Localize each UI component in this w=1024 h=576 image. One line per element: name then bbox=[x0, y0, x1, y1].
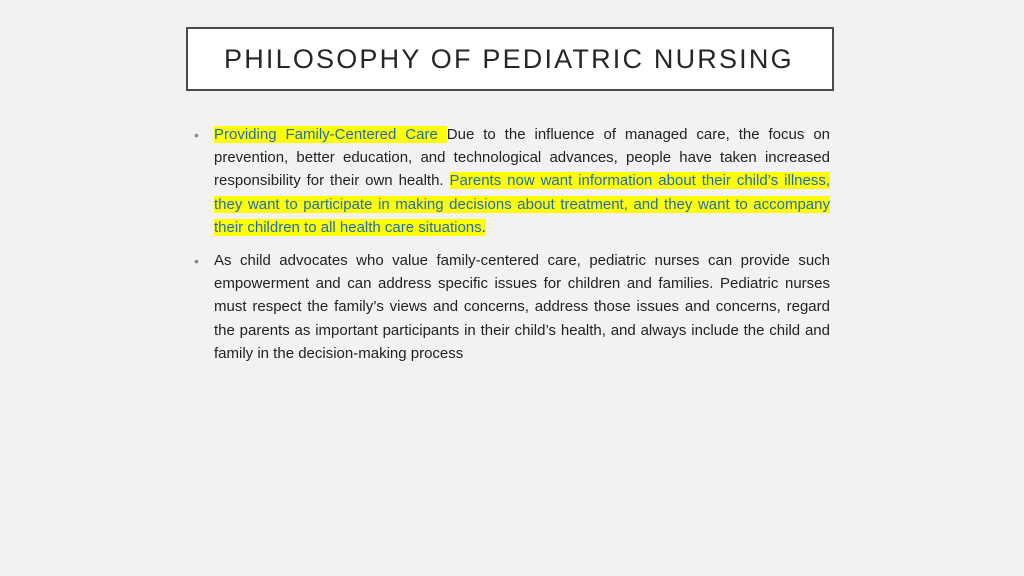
bullet-icon: • bbox=[194, 127, 199, 143]
bullet-paragraph: As child advocates who value family-centered care, pediatric nurses can provide such empowerment and can address specific issues for children and families. Pediatric nurses must respect the family’s views and concerns, address those issues and concerns, regard the parents as important participants in their child’s health, and always include the child and family in the decision-making process bbox=[214, 252, 830, 362]
bullet-paragraph bbox=[214, 123, 830, 239]
bullet-item-family-centered-care bbox=[194, 123, 830, 239]
paragraph-text: Due to the influence of managed care, the focus on prevention, better education, and technological advances, people have taken increased responsibility for their own health. bbox=[214, 126, 830, 190]
bullet-icon: • bbox=[194, 253, 199, 270]
highlighted-heading: Providing Family-Centered Care bbox=[214, 126, 447, 143]
bullet-item-child-advocates bbox=[194, 249, 830, 365]
slide-title-box bbox=[186, 27, 834, 91]
slide-content bbox=[194, 123, 830, 375]
highlighted-period: . bbox=[481, 218, 486, 236]
highlighted-sentence: Parents now want information about their child’s illness, they want to participate in making decisions about treatment, and they want to accompany their children to all health care situations bbox=[214, 172, 831, 236]
slide-title: PHILOSOPHY OF PEDIATRIC NURSING bbox=[224, 43, 794, 74]
